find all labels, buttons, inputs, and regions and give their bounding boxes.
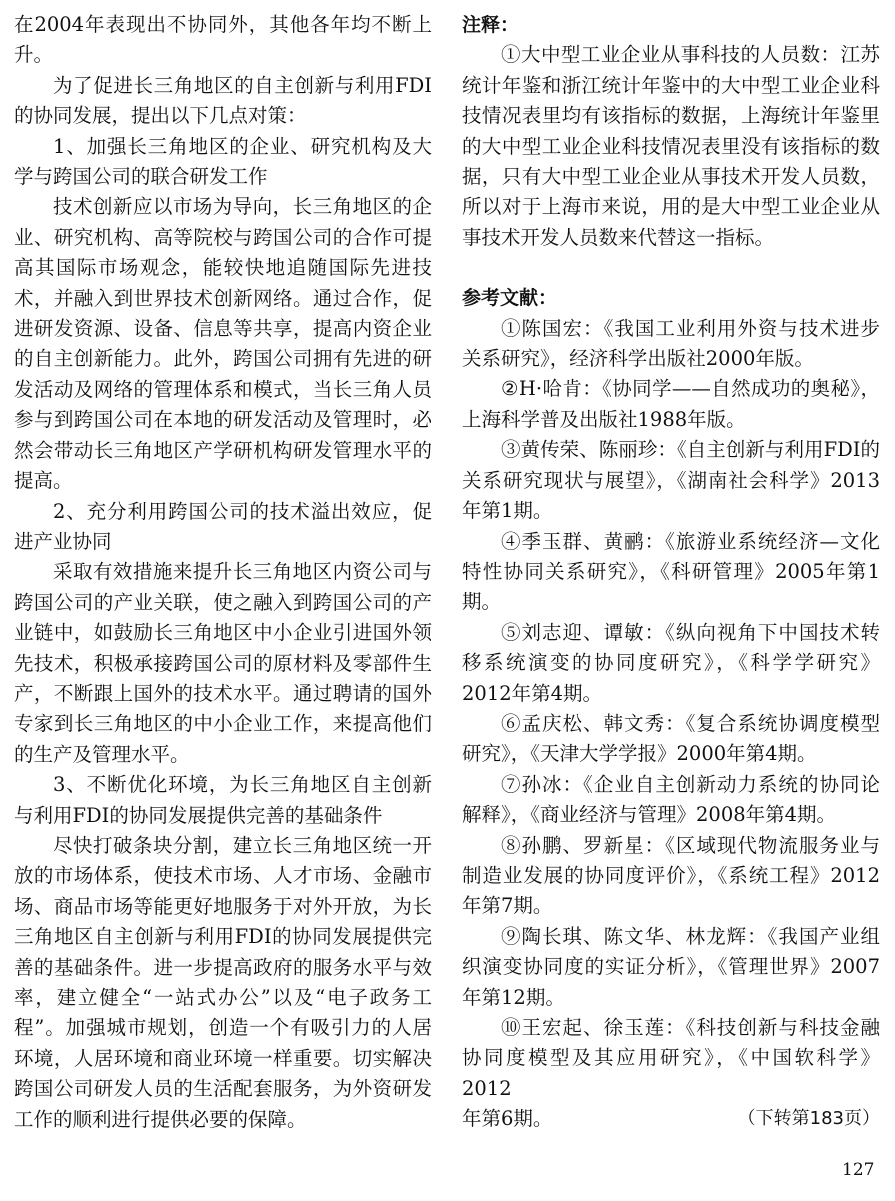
reference-item: ③黄传荣、陈丽珍：《自主创新与利用FDI的关系研究现状与展望》，《湖南社会科学》2013年第1期。 bbox=[462, 438, 880, 523]
page-number: 127 bbox=[842, 1160, 875, 1180]
section-heading-2: 2、充分利用跨国公司的技术溢出效应，促进产业协同 bbox=[14, 499, 432, 553]
references-heading: 参考文献： bbox=[462, 287, 558, 310]
reference-item: ⑤刘志迎、谭敏：《纵向视角下中国技术转移系统演变的协同度研究》，《科学学研究》2012年第4期。 bbox=[462, 620, 880, 705]
section-heading-1: 1、加强长三角地区的企业、研究机构及大学与跨国公司的联合研发工作 bbox=[14, 134, 432, 189]
paragraph-section-3: 尽快打破条块分割，建立长三角地区统一开放的市场体系，使技术市场、人才市场、金融市场、商品市场等能更好地服务于对外开放，为长三角地区自主创新与利用FDI的协同发展提供完善的基础条件。进一步提高政府的服务水平与效率，建立健全“一站式办公”以及“电子政务工程”。加强城市规划，创造一个有吸引力的人居环境，人居环境和商业环境一样重要。切实解决跨国公司研发人员的生活配套服务，为外资研发工作的顺利进行提供必要的保障。 bbox=[14, 833, 432, 1131]
reference-item-tail: 年第6期。 bbox=[462, 1107, 553, 1131]
reference-item: ⑧孙鹏、罗新星：《区域现代物流服务业与制造业发展的协同度评价》，《系统工程》2012年第7期。 bbox=[462, 833, 880, 918]
reference-item: ⑦孙冰：《企业自主创新动力系统的协同论解释》，《商业经济与管理》2008年第4期。 bbox=[462, 772, 880, 827]
section-gap bbox=[462, 253, 880, 283]
reference-item: ⑩王宏起、徐玉莲：《科技创新与科技金融协同度模型及其应用研究》，《中国软科学》2012 bbox=[462, 1016, 880, 1100]
left-column bbox=[14, 10, 432, 1135]
reference-item: ④季玉群、黄鹂：《旅游业系统经济—文化特性协同关系研究》，《科研管理》2005年第1期。 bbox=[462, 529, 880, 614]
paragraph-section-2: 采取有效措施来提升长三角地区内资公司与跨国公司的产业关联，使之融入到跨国公司的产业链中，如鼓励长三角地区中小企业引进国外领先技术，积极承接跨国公司的原材料及零部件生产，不断跟上国外的技术水平。通过聘请的国外专家到长三角地区的中小企业工作，来提高他们的生产及管理水平。 bbox=[14, 560, 432, 766]
notes-heading: 注释： bbox=[462, 14, 520, 36]
reference-last-line bbox=[462, 1104, 880, 1134]
right-column bbox=[462, 10, 880, 1135]
reference-item: ⑥孟庆松、韩文秀：《复合系统协调度模型研究》，《天津大学学报》2000年第4期。 bbox=[462, 711, 880, 766]
reference-item: ⑨陶长琪、陈文华、林龙辉：《我国产业组织演变协同度的实证分析》，《管理世界》2007年第12期。 bbox=[462, 924, 880, 1009]
reference-item: ②H·哈肯：《协同学——自然成功的奥秘》，上海科学普及出版社1988年版。 bbox=[462, 377, 880, 431]
paragraph-continuation: 在2004年表现出不协同外，其他各年均不断上升。 bbox=[14, 13, 432, 67]
reference-item: ①陈国宏：《我国工业利用外资与技术进步关系研究》，经济科学出版社2000年版。 bbox=[462, 316, 880, 371]
paragraph-section-1: 技术创新应以市场为导向，长三角地区的企业、研究机构、高等院校与跨国公司的合作可提高其国际市场观念，能较快地追随国际先进技术，并融入到世界技术创新网络。通过合作，促进研发资源、设备、信息等共享，提高内资企业的自主创新能力。此外，跨国公司拥有先进的研发活动及网络的管理体系和模式，当长三角人员参与到跨国公司在本地的研发活动及管理时，必然会带动长三角地区产学研机构研发管理水平的提高。 bbox=[14, 195, 432, 493]
paragraph-intro-countermeasures: 为了促进长三角地区的自主创新与利用FDI的协同发展，提出以下几点对策： bbox=[14, 73, 432, 128]
continued-note: （下转第183页） bbox=[737, 1108, 880, 1130]
section-heading-3: 3、不断优化环境，为长三角地区自主创新与利用FDI的协同发展提供完善的基础条件 bbox=[14, 773, 432, 827]
note-item: ①大中型工业企业从事科技的人员数：江苏统计年鉴和浙江统计年鉴中的大中型工业企业科技情况表里均有该指标的数据，上海统计年鉴里的大中型工业企业科技情况表里没有该指标的数据，只有大中型工业企业从事技术开发人员数，所以对于上海市来说，用的是大中型工业企业从事技术开发人员数来代替这一指标。 bbox=[462, 43, 880, 249]
